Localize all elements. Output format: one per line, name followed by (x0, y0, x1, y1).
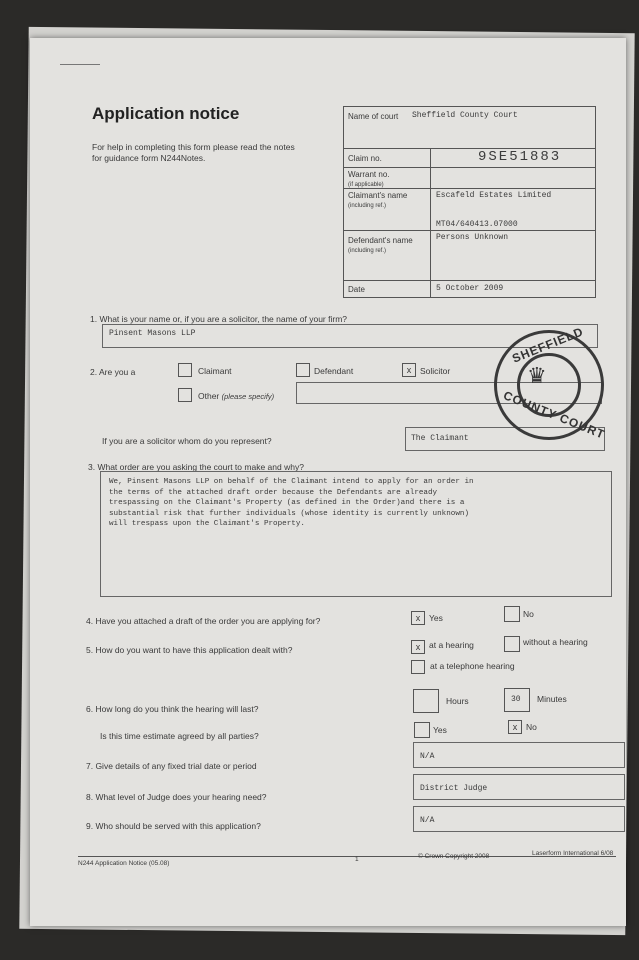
q8-answer: District Judge (420, 784, 488, 793)
q9-answer-field[interactable] (413, 806, 625, 832)
claim-no-label: Claim no. (348, 154, 382, 163)
defendant-option-label: Defendant (314, 366, 354, 376)
q3-question: 3. What order are you asking the court to make and why? (88, 462, 304, 472)
claimant-label: Claimant's name (including ref.) (348, 191, 408, 209)
q3-answer-field[interactable] (100, 471, 612, 597)
q3-answer (109, 477, 474, 530)
solicitor-option-label: Solicitor (420, 366, 451, 376)
at-hearing-label: at a hearing (429, 640, 474, 650)
q9-question: 9. Who should be served with this application? (86, 821, 261, 831)
agreed-yes-label: Yes (433, 725, 447, 735)
q3-answer-line: substantial risk that further individuals (whose identity is currently unknown) (109, 509, 470, 518)
court-details-box (343, 106, 596, 298)
telephone-hearing-label: at a telephone hearing (430, 661, 515, 671)
at-hearing-checkbox[interactable]: x (411, 640, 425, 654)
claim-no-row (344, 149, 595, 168)
court-name-value[interactable]: Sheffield County Court (412, 111, 518, 120)
q1-answer: Pinsent Masons LLP (109, 329, 196, 338)
date-label: Date (348, 285, 365, 294)
hours-label: Hours (446, 696, 469, 706)
other-option-label: Other (please specify) (198, 391, 275, 401)
agreed-no-checkbox[interactable]: x (508, 720, 522, 734)
claimant-option-label: Claimant (198, 366, 232, 376)
q3-answer-line: will trespass upon the Claimant's Property. (109, 520, 305, 528)
claimant-name-value[interactable]: Escafeld Estates Limited (436, 191, 552, 200)
stamp-bottom-text: COUNTY COURT (501, 388, 608, 442)
defendant-label: Defendant's name (including ref.) (348, 236, 413, 254)
represent-answer: The Claimant (411, 434, 469, 443)
q3-answer-line: We, Pinsent Masons LLP on behalf of the Claimant intend to apply for an order in (109, 478, 474, 486)
q8-answer-field[interactable] (413, 774, 625, 800)
defendant-checkbox[interactable] (296, 363, 310, 377)
defendant-row (344, 231, 595, 281)
date-value[interactable]: 5 October 2009 (436, 284, 504, 293)
without-hearing-label: without a hearing (523, 637, 588, 647)
date-row (344, 281, 595, 297)
q4-yes-label: Yes (429, 613, 443, 623)
claimant-ref-value[interactable]: MT04/640413.07000 (436, 220, 518, 229)
represent-question: If you are a solicitor whom do you represent? (102, 436, 272, 446)
q7-question: 7. Give details of any fixed trial date or period (86, 761, 257, 771)
q8-question: 8. What level of Judge does your hearing need? (86, 792, 267, 802)
q5-question: 5. How do you want to have this application dealt with? (86, 645, 293, 655)
q4-yes-checkbox[interactable]: x (411, 611, 425, 625)
telephone-hearing-checkbox[interactable] (411, 660, 425, 674)
agreed-question: Is this time estimate agreed by all parties? (100, 731, 259, 741)
minutes-value: 30 (511, 695, 521, 704)
form-page (30, 38, 626, 926)
agreed-yes-checkbox[interactable] (414, 722, 430, 738)
solicitor-checkbox[interactable]: x (402, 363, 416, 377)
q7-answer: N/A (420, 752, 435, 761)
page-number: 1 (355, 856, 359, 863)
q3-answer-line: the terms of the attached draft order because the Defendants are already (109, 488, 438, 497)
minutes-label: Minutes (537, 694, 567, 704)
warrant-row (344, 168, 595, 189)
hours-field[interactable] (413, 689, 439, 713)
q2-question: 2. Are you a (90, 367, 136, 377)
printer-credit: Laserform International 6/08 (532, 850, 614, 857)
court-name-row (344, 107, 595, 149)
q7-answer-field[interactable] (413, 742, 625, 768)
court-name-label: Name of court (348, 112, 399, 121)
agreed-no-label: No (526, 722, 537, 732)
warrant-label: Warrant no. (if applicable) (348, 170, 390, 188)
top-mark (60, 64, 100, 65)
claim-no-value[interactable]: 9SE51883 (478, 149, 562, 165)
claimant-row (344, 189, 595, 231)
minutes-field[interactable] (504, 688, 530, 712)
stamp-top-text: SHEFFIELD (510, 324, 586, 366)
claimant-checkbox[interactable] (178, 363, 192, 377)
q4-no-label: No (523, 609, 534, 619)
defendant-name-value[interactable]: Persons Unknown (436, 233, 509, 242)
form-title: Application notice (92, 104, 240, 123)
q3-answer-line: trespassing on the Claimant's Property (as defined in the Order)and there is a (109, 499, 465, 507)
help-text: For help in completing this form please read the notes for guidance form N244Notes. (92, 142, 295, 163)
q4-question: 4. Have you attached a draft of the order you are applying for? (86, 616, 321, 626)
q4-no-checkbox[interactable] (504, 606, 520, 622)
q6-question: 6. How long do you think the hearing will last? (86, 704, 259, 714)
form-code: N244 Application Notice (05.08) (78, 860, 170, 867)
without-hearing-checkbox[interactable] (504, 636, 520, 652)
copyright: © Crown Copyright 2008 (418, 853, 490, 860)
q9-answer: N/A (420, 816, 435, 825)
other-checkbox[interactable] (178, 388, 192, 402)
q1-question: 1. What is your name or, if you are a solicitor, the name of your firm? (90, 314, 348, 324)
crown-icon: ♛ (527, 363, 547, 388)
